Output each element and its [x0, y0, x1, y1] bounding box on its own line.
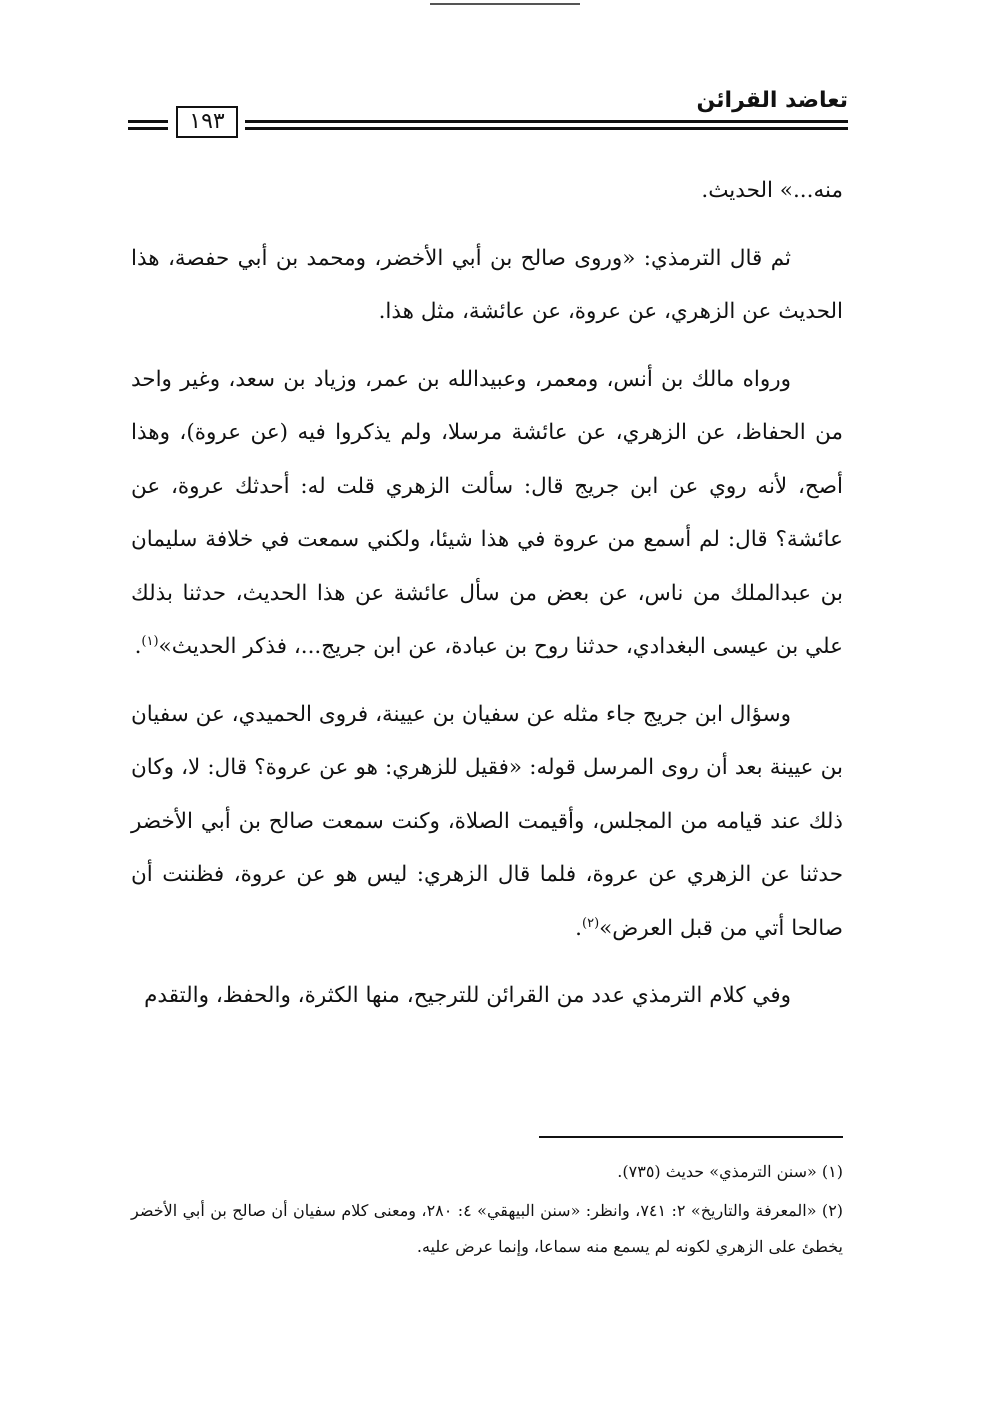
paragraph-3-text: ورواه مالك بن أنس، ومعمر، وعبيدالله بن عمر، وزياد بن سعد، وغير واحد من الحفاظ، عن الزهري، عن عائشة مرسلا، ولم يذكروا فيه (عن عروة)، وهذا أصح، لأنه روي عن ابن جريج قال: سألت الزهري قلت له: أحدثك عروة، عن عائشة؟ قال: لم أسمع من عروة في هذا شيئا، ولكني سمعت في خلافة سليمان بن عبدالملك من ناس، عن بعض من سأل عائشة عن هذا الحديث، حدثنا بذلك علي بن عيسى البغدادي، حدثنا روح بن عبادة، عن ابن جريج...، فذكر الحديث» — [131, 366, 843, 659]
footnote-separator — [539, 1136, 843, 1138]
top-edge-mark — [430, 3, 580, 5]
footnote-2-line-2: أبي الأخضر يخطئ على الزهري لكونه لم يسمع منه سماعا، وإنما عرض عليه. — [131, 1201, 843, 1256]
paragraph-5: وفي كلام الترمذي عدد من القرائن للترجيح، منها الكثرة، والحفظ، والتقدم — [144, 983, 791, 1008]
footnote-2 — [131, 1193, 843, 1265]
footnote-2-line-1: (٢) «المعرفة والتاريخ» ٢: ٧٤١، وانظر: «سنن البيهقي» ٤: ٢٨٠، ومعنى كلام سفيان أن صالح بن — [210, 1201, 844, 1220]
footnotes — [131, 1154, 843, 1268]
paragraph-2: ثم قال الترمذي: «وروى صالح بن أبي الأخضر، ومحمد بن أبي حفصة، هذا الحديث عن الزهري، عن عروة، عن عائشة، مثل هذا. — [131, 245, 843, 324]
page-header — [128, 88, 848, 148]
page-number: ١٩٣ — [176, 106, 238, 138]
paragraph-3: ورواه مالك بن أنس، ومعمر، وعبيدالله بن عمر، وزياد بن سعد، وغير واحد من الحفاظ، عن الزهري، عن عائشة مرسلا، ولم يذكروا فيه (عن عروة)، وهذا أصح، لأنه روي عن ابن جريج قال: سألت الزهري قلت له: أحدثك عروة، عن عائشة؟ قال: لم أسمع من عروة في هذا شيئا، ولكني سمعت في خلافة سليمان بن عبدالملك من ناس، عن بعض من سأل عائشة عن هذا الحديث، حدثنا بذلك علي بن عيسى البغدادي، حدثنا روح بن عبادة، عن ابن جريج...، فذكر الحديث»$^{(١)}$. — [131, 366, 843, 659]
paragraph-4: وسؤال ابن جريج جاء مثله عن سفيان بن عيينة، فروى الحميدي، عن سفيان بن عيينة بعد أن روى المرسل قوله: «فقيل للزهري: هو عن عروة؟ قال: لا، وكان ذلك عند قيامه من المجلس، وأقيمت الصلاة، وكنت سمعت صالح بن أبي الأخضر حدثنا عن الزهري عن عروة، فلما قال الزهري: ليس هو عن عروة، فظننت أن صالحا أتي من قبل العرض»$^{(٢)}$. — [131, 701, 843, 941]
footnote-ref-2: (٢) — [582, 915, 600, 931]
footnote-1: (١) «سنن الترمذي» حديث (٧٣٥). — [617, 1162, 843, 1181]
paragraph-1: منه...» الحديث. — [701, 178, 843, 203]
footnote-ref-1: (١) — [141, 633, 159, 649]
running-title: تعاضد القرائن — [696, 88, 848, 113]
header-double-rule-right — [245, 120, 848, 130]
main-text — [131, 164, 843, 1037]
header-double-rule-left — [128, 120, 168, 130]
paragraph-4-text: وسؤال ابن جريج جاء مثله عن سفيان بن عيينة، فروى الحميدي، عن سفيان بن عيينة بعد أن روى المرسل قوله: «فقيل للزهري: هو عن عروة؟ قال: لا، وكان ذلك عند قيامه من المجلس، وأقيمت الصلاة، وكنت سمعت صالح بن أبي الأخضر حدثنا عن الزهري عن عروة، فلما قال الزهري: ليس هو عن عروة، فظننت أن صالحا أتي من قبل العرض» — [131, 701, 843, 941]
